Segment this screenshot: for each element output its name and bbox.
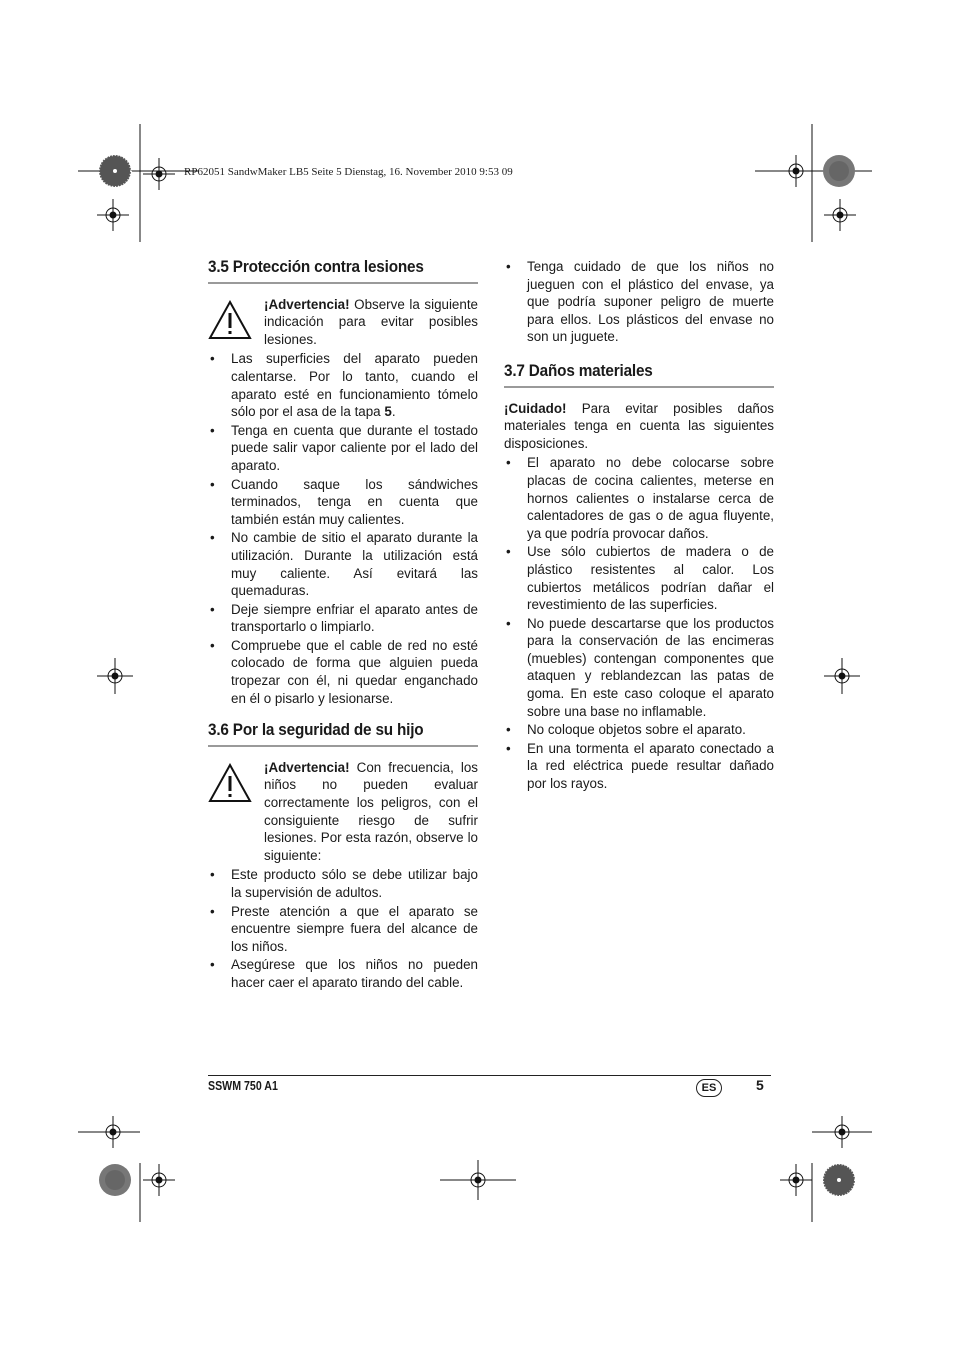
- bullet-list: [208, 350, 478, 707]
- section-title: 3.6 Por la seguridad de su hijo: [208, 721, 478, 747]
- warning-block: [208, 759, 478, 865]
- list-item: • No coloque objetos sobre el aparato.: [504, 721, 774, 739]
- warning-triangle-icon: [208, 296, 264, 345]
- warning-label: ¡Advertencia!: [264, 759, 350, 775]
- list-item: • Tenga en cuenta que durante el tostado puede salir vapor caliente por el lado del aparato.: [208, 422, 478, 475]
- list-item: • El aparato no debe colocarse sobre placas de cocina calientes, meterse en hornos calientes o instalarse cerca de calentadores de gas o de agua fluyente, ya que podría provocar daños.: [504, 454, 774, 542]
- section-3-6-header: [208, 721, 478, 747]
- list-item: • Use sólo cubiertos de madera o de plástico resistentes al calor. Los cubiertos metálicos podrían dañar el revestimiento de las superficies.: [504, 543, 774, 613]
- section-3-5-header: [208, 258, 478, 284]
- bullet-list: [208, 866, 478, 991]
- color-target-icon: [98, 1163, 132, 1197]
- list-item: • Este producto sólo se debe utilizar bajo la supervisión de adultos.: [208, 866, 478, 901]
- list-item: • Compruebe que el cable de red no esté colocado de forma que alguien pueda tropezar con él, ni quedar enganchado en él o pisarlo y lesionarse.: [208, 637, 478, 707]
- list-item: • Asegúrese que los niños no pueden hacer caer el aparato tirando del cable.: [208, 956, 478, 991]
- left-column: [208, 258, 478, 993]
- reference-number: 5: [384, 404, 392, 420]
- warning-block: [208, 296, 478, 349]
- warning-body: Observe la siguiente indicación para evitar posibles lesiones.: [264, 296, 478, 347]
- registration-crosshair-icon: [826, 1116, 858, 1148]
- bullet-list: [504, 454, 774, 792]
- section-title: 3.7 Daños materiales: [504, 362, 774, 388]
- list-item: • Cuando saque los sándwiches terminados, tenga en cuenta que también están muy calientes.: [208, 476, 478, 529]
- caution-text: [504, 400, 774, 453]
- section-3-7-header: [504, 362, 774, 388]
- list-item: • No cambie de sitio el aparato durante la utilización. Durante la utilización está muy caliente. Así evitará las quemaduras.: [208, 529, 478, 599]
- warning-text: [264, 759, 478, 865]
- list-item: [208, 350, 478, 420]
- list-item: • En una tormenta el aparato conectado a la red eléctrica puede resultar dañado por los rayos.: [504, 740, 774, 793]
- warning-body: Con frecuencia, los niños no pueden evaluar correctamente los peligros, con el consiguiente riesgo de sufrir lesiones. Por esta razón, observe lo siguiente:: [264, 759, 478, 863]
- print-header: RP62051 SandwMaker LB5 Seite 5 Dienstag, 16. November 2010 9:53 09: [184, 166, 513, 178]
- list-item-text: Las superficies del aparato pueden calentarse. Por lo tanto, cuando el aparato esté en funcionamiento tómelo sólo por el asa de la tapa: [231, 351, 478, 420]
- caution-label: ¡Cuidado!: [504, 400, 567, 416]
- color-target-icon: [822, 154, 856, 188]
- registration-crosshair-icon: [780, 155, 812, 187]
- registration-crosshair-icon: [780, 1164, 812, 1196]
- registration-crosshair-icon: [824, 199, 856, 231]
- caution-body: Para evitar posibles daños materiales tenga en cuenta las siguientes disposiciones.: [504, 400, 774, 451]
- registration-crosshair-icon: [97, 1116, 129, 1148]
- language-badge: ES: [696, 1079, 722, 1097]
- list-item: • Deje siempre enfriar el aparato antes de transportarlo o limpiarlo.: [208, 601, 478, 636]
- list-item: • Tenga cuidado de que los niños no jueguen con el plástico del envase, ya que podría suponer peligro de muerte para ellos. Los plásticos del envase no son un juguete.: [504, 258, 774, 346]
- color-target-icon: [822, 1163, 856, 1197]
- registration-crosshair-icon: [97, 199, 129, 231]
- list-item-text: .: [391, 404, 396, 420]
- section-title: 3.5 Protección contra lesiones: [208, 258, 478, 284]
- warning-label: ¡Advertencia!: [264, 296, 350, 312]
- warning-triangle-icon: [208, 759, 264, 808]
- footer-divider: [208, 1075, 771, 1076]
- registration-crosshair-icon: [440, 1160, 516, 1200]
- page-number: 5: [756, 1077, 764, 1093]
- registration-crosshair-icon: [143, 1164, 175, 1196]
- registration-crosshair-icon: [97, 658, 133, 694]
- right-column: [504, 258, 774, 794]
- registration-crosshair-icon: [824, 658, 860, 694]
- bullet-list: [504, 258, 774, 346]
- footer-model: SSWM 750 A1: [208, 1079, 278, 1093]
- list-item: • No puede descartarse que los productos para la conservación de las encimeras (muebles) contengan componentes que ataquen y reblandezcan las patas de goma. En este caso coloque el aparato sobre una base no inflamable.: [504, 615, 774, 721]
- registration-crosshair-icon: [143, 158, 175, 190]
- warning-text: [264, 296, 478, 349]
- list-item: • Preste atención a que el aparato se encuentre siempre fuera del alcance de los niños.: [208, 903, 478, 956]
- color-target-icon: [98, 154, 132, 188]
